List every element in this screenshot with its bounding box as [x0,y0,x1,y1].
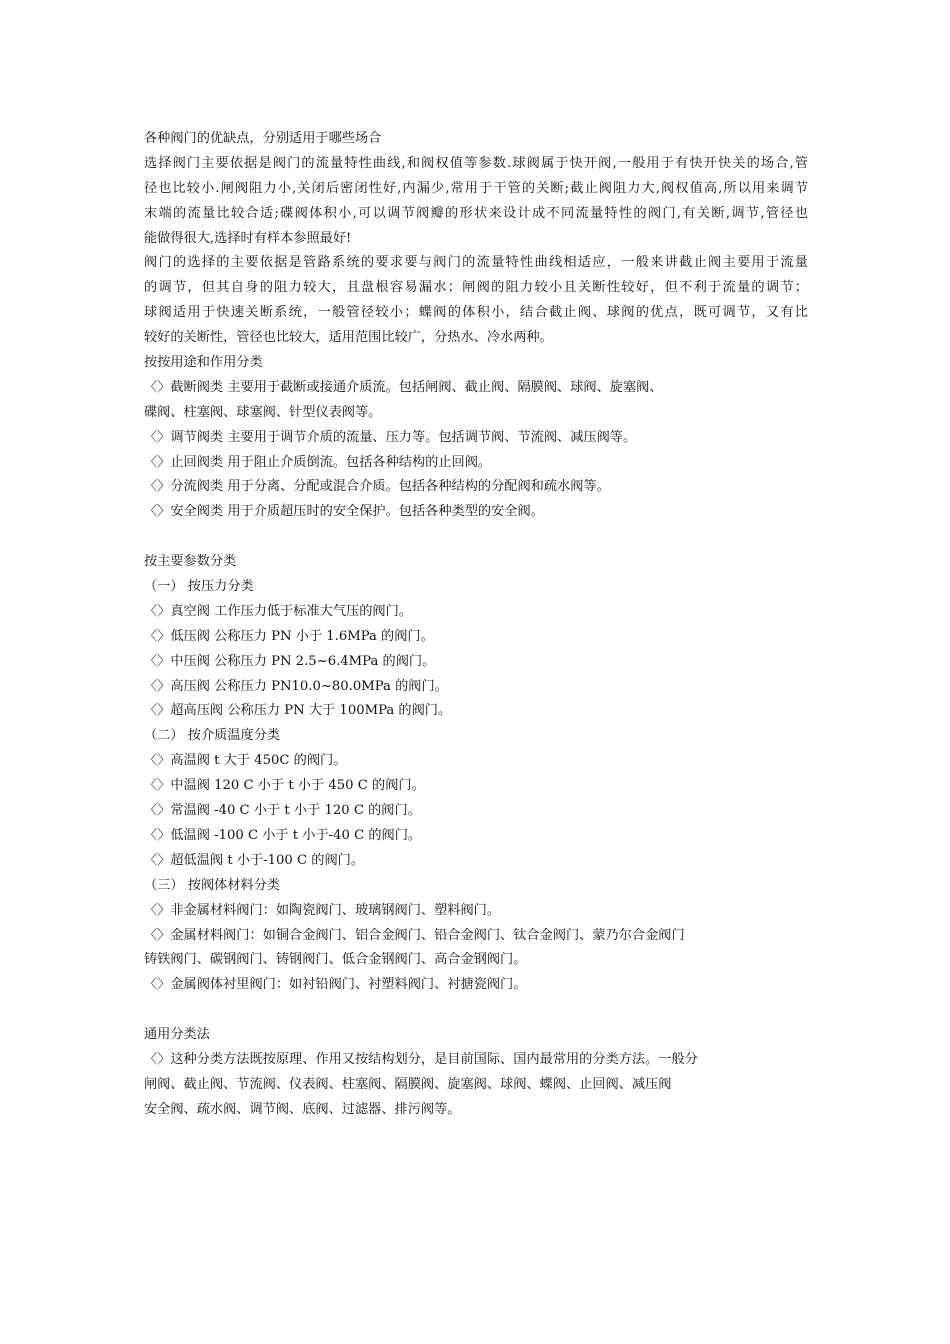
paragraph-line: 阀门的选择的主要依据是管路系统的要求要与阀门的流量特性曲线相适应，一般来讲截止阀主要用于流量 [144,255,808,271]
list-item: 〈〉超低温阀 t 小于-100 C 的阀门。 [144,852,365,868]
paragraph-line: 较好的关断性，管径也比较大，适用范围比较广，分热水、冷水两种。 [144,330,553,346]
paragraph-line: 的调节，但其自身的阻力较大，且盘根容易漏水；闸阀的阻力较小且关断性较好，但不利于流量的调节； [144,280,808,296]
list-item: 〈〉低压阀 公称压力 PN 小于 1.6MPa 的阀门。 [144,628,434,644]
list-item: 铸铁阀门、碳钢阀门、铸钢阀门、低合金钢阀门、高合金钢阀门。 [144,952,527,968]
list-item: 〈〉非金属材料阀门：如陶瓷阀门、玻璃钢阀门、塑料阀门。 [144,902,501,918]
list-item: 〈〉超高压阀 公称压力 PN 大于 100MPa 的阀门。 [144,703,452,719]
blank-line [144,998,808,1023]
section-title: 通用分类法 [144,1027,210,1043]
section-title: 按按用途和作用分类 [144,355,263,371]
list-item: 〈〉中压阀 公称压力 PN 2.5~6.4MPa 的阀门。 [144,653,436,669]
paragraph-line: 选择阀门主要依据是阀门的流量特性曲线,和阀权值等参数.球阀属于快开阀,一般用于有快开快关的场合,管 [144,155,808,171]
list-item: 〈〉止回阀类 用于阻止介质倒流。包括各种结构的止回阀。 [144,454,492,470]
list-item: 〈〉真空阀 工作压力低于标准大气压的阀门。 [144,603,412,619]
paragraph-line: 径也比较小.闸阀阻力小,关闭后密闭性好,内漏少,常用于干管的关断;截止阀阻力大,阀权值高,所以用来调节 [144,180,808,196]
list-item: 安全阀、疏水阀、调节阀、底阀、过滤器、排污阀等。 [144,1101,461,1117]
list-item: 〈〉常温阀 -40 C 小于 t 小于 120 C 的阀门。 [144,803,421,819]
paragraph-line: 球阀适用于快速关断系统，一般管径较小；蝶阀的体积小，结合截止阀、球阀的优点，既可调节，又有比 [144,305,808,321]
list-item: 闸阀、截止阀、节流阀、仪表阀、柱塞阀、隔膜阀、旋塞阀、球阀、蝶阀、止回阀、减压阀 [144,1076,672,1092]
list-item: 〈〉中温阀 120 C 小于 t 小于 450 C 的阀门。 [144,778,425,794]
list-item: 〈〉高温阀 t 大于 450C 的阀门。 [144,753,347,769]
list-item: 〈〉安全阀类 用于介质超压时的安全保护。包括各种类型的安全阀。 [144,504,544,520]
list-item: 〈〉分流阀类 用于分离、分配或混合介质。包括各种结构的分配阀和疏水阀等。 [144,479,610,495]
subsection-heading: （一） 按压力分类 [144,579,254,595]
subsection-heading: （三） 按阀体材料分类 [144,877,281,893]
list-item: 〈〉低温阀 -100 C 小于 t 小于-40 C 的阀门。 [144,827,422,843]
section-title: 各种阀门的优缺点，分别适用于哪些场合 [144,131,382,146]
list-item: 〈〉截断阀类 主要用于截断或接通介质流。包括闸阀、截止阀、隔膜阀、球阀、旋塞阀、 [144,379,663,395]
list-item: 〈〉金属材料阀门：如铜合金阀门、铝合金阀门、铅合金阀门、钛合金阀门、蒙乃尔合金阀门 [144,927,685,943]
list-item: 〈〉高压阀 公称压力 PN10.0~80.0MPa 的阀门。 [144,678,448,694]
section-title: 按主要参数分类 [144,554,237,570]
list-item: 〈〉这种分类方法既按原理、作用又按结构划分，是目前国际、国内最常用的分类方法。一般分 [144,1051,698,1067]
list-item: 碟阀、柱塞阀、球塞阀、针型仪表阀等。 [144,404,382,420]
blank-line [144,525,808,550]
paragraph-line: 能做得很大,选择时有样本参照最好! [144,230,352,246]
list-item: 〈〉调节阀类 主要用于调节介质的流量、压力等。包括调节阀、节流阀、减压阀等。 [144,429,637,445]
paragraph-line: 末端的流量比较合适;碟阀体积小,可以调节阀瓣的形状来设计成不同流量特性的阀门,有关断,调节,管径也 [144,205,808,221]
subsection-heading: （二） 按介质温度分类 [144,728,281,744]
document-body [144,127,808,1123]
list-item: 〈〉金属阀体衬里阀门：如衬铅阀门、衬塑料阀门、衬搪瓷阀门。 [144,977,527,993]
